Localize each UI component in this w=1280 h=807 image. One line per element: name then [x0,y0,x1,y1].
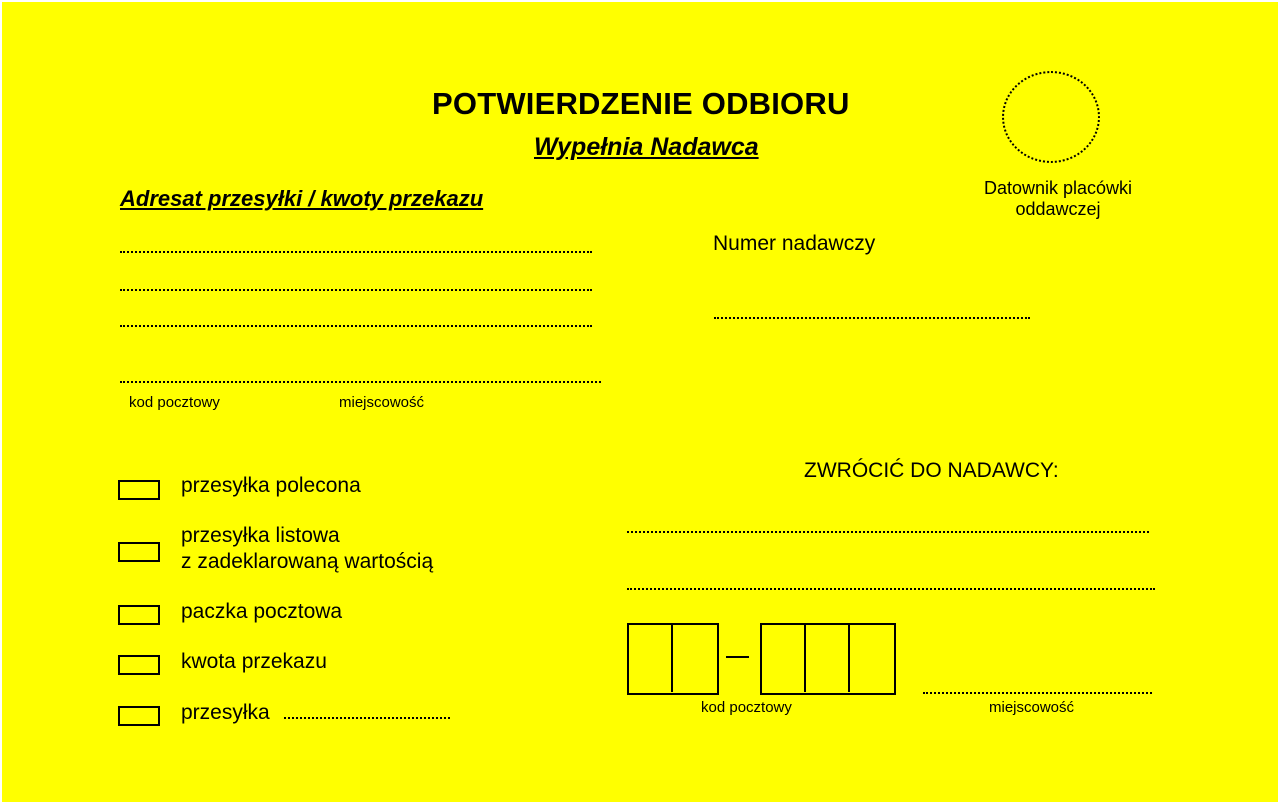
form-subtitle: Wypełnia Nadawca [534,133,759,161]
return-to-sender-heading: ZWRÓCIĆ DO NADAWCY: [804,459,1059,482]
return-city-line[interactable] [923,692,1152,694]
postal-code-divider [671,624,673,692]
return-address-line-2[interactable] [627,588,1155,590]
checkbox-other-item[interactable] [118,706,160,726]
option-declared-value-letter-line2: z zadeklarowaną wartością [181,550,434,573]
checkbox-money-transfer[interactable] [118,655,160,675]
postmark-label: Datownik placówki oddawczej [983,178,1133,219]
addressee-heading: Adresat przesyłki / kwoty przekazu [120,186,484,211]
form-title: POTWIERDZENIE ODBIORU [432,86,850,121]
sender-number-label: Numer nadawczy [713,232,876,255]
postal-code-divider [848,624,850,692]
option-parcel-label: paczka pocztowa [181,600,343,623]
checkbox-registered-item[interactable] [118,480,160,500]
addressee-line-2[interactable] [120,289,592,291]
option-other-item-label: przesyłka [181,701,270,724]
return-address-line-1[interactable] [627,531,1149,533]
option-declared-value-letter-line1: przesyłka listowa [181,524,340,547]
addressee-postal-code-label: kod pocztowy [129,394,220,411]
option-money-transfer-label: kwota przekazu [181,650,327,673]
addressee-line-3[interactable] [120,325,592,327]
checkbox-declared-value-letter[interactable] [118,542,160,562]
return-city-label: miejscowość [989,699,1075,716]
addressee-line-1[interactable] [120,251,592,253]
postal-code-dash [726,656,749,658]
checkbox-parcel[interactable] [118,605,160,625]
postmark-stamp-circle [1002,71,1100,163]
addressee-postal-city-line[interactable] [120,381,601,383]
postal-code-boxes-first[interactable] [627,623,719,695]
return-postal-code-label: kod pocztowy [701,699,792,716]
option-registered-item-label: przesyłka polecona [181,474,361,497]
postal-code-divider [804,624,806,692]
other-item-line[interactable] [284,717,450,719]
sender-number-line[interactable] [714,317,1030,319]
postal-code-boxes-second[interactable] [760,623,896,695]
addressee-city-label: miejscowość [339,394,425,411]
